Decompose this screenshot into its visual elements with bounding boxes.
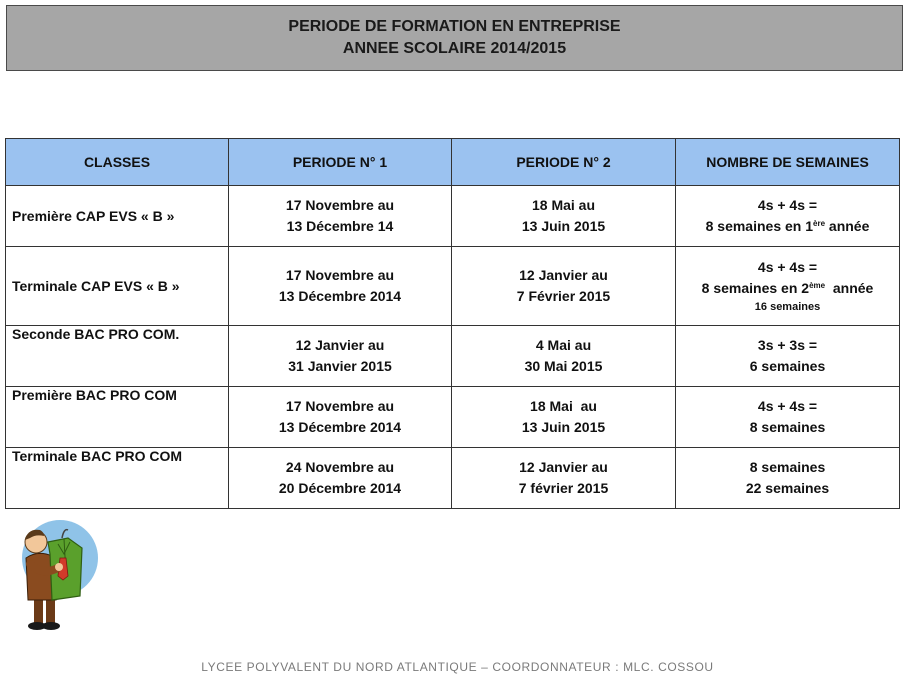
class-cell: Terminale CAP EVS « B »: [6, 247, 229, 326]
page-title: [6, 5, 903, 71]
period-2-cell: 18 Mai au 13 Juin 2015: [452, 387, 676, 448]
column-header-period-1: PERIODE N° 1: [229, 139, 452, 186]
column-header-classes: CLASSES: [6, 139, 229, 186]
period-2-cell: 12 Janvier au 7 février 2015: [452, 448, 676, 509]
period-1-cell: 24 Novembre au 20 Décembre 2014: [229, 448, 452, 509]
man-holding-jacket-icon: [8, 514, 100, 632]
table-header-row: [6, 139, 900, 186]
weeks-cell: 4s + 4s = 8 semaines en 1ère année: [676, 186, 900, 247]
training-schedule-table: [5, 138, 900, 509]
table-row: [6, 247, 900, 326]
class-cell: Seconde BAC PRO COM.: [6, 326, 229, 387]
class-cell: Première BAC PRO COM: [6, 387, 229, 448]
table-row: [6, 186, 900, 247]
column-header-weeks: NOMBRE DE SEMAINES: [676, 139, 900, 186]
column-header-period-2: PERIODE N° 2: [452, 139, 676, 186]
period-2-cell: 12 Janvier au 7 Février 2015: [452, 247, 676, 326]
period-1-cell: 12 Janvier au 31 Janvier 2015: [229, 326, 452, 387]
table-row: [6, 448, 900, 509]
period-1-cell: 17 Novembre au 13 Décembre 14: [229, 186, 452, 247]
footer-text: LYCEE POLYVALENT DU NORD ATLANTIQUE – COORDONNATEUR : MLC. COSSOU: [201, 660, 714, 674]
class-cell: Terminale BAC PRO COM: [6, 448, 229, 509]
period-2-cell: 4 Mai au 30 Mai 2015: [452, 326, 676, 387]
period-2-cell: 18 Mai au 13 Juin 2015: [452, 186, 676, 247]
weeks-cell: 3s + 3s = 6 semaines: [676, 326, 900, 387]
class-cell: Première CAP EVS « B »: [6, 186, 229, 247]
period-1-cell: 17 Novembre au 13 Décembre 2014: [229, 247, 452, 326]
weeks-cell: 4s + 4s = 8 semaines: [676, 387, 900, 448]
table-row: [6, 326, 900, 387]
weeks-cell: 4s + 4s = 8 semaines en 2ème année 16 semaines: [676, 247, 900, 326]
title-line-1: PERIODE DE FORMATION EN ENTREPRISE: [288, 18, 621, 35]
title-line-2: ANNEE SCOLAIRE 2014/2015: [342, 40, 567, 57]
period-1-cell: 17 Novembre au 13 Décembre 2014: [229, 387, 452, 448]
weeks-cell: 8 semaines 22 semaines: [676, 448, 900, 509]
table-row: [6, 387, 900, 448]
